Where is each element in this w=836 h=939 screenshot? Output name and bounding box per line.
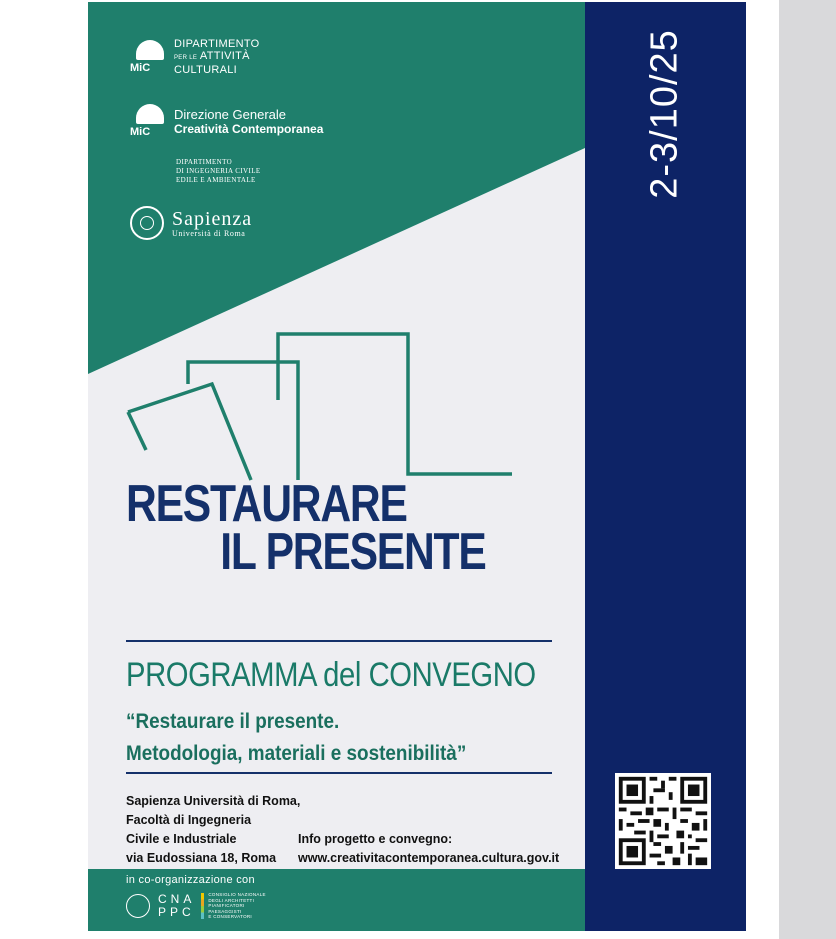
convegno-subtitle [126, 706, 466, 770]
mic-logo-icon: MiC [130, 104, 170, 138]
top-rule [126, 640, 552, 642]
event-date: 2-3/10/25 [643, 29, 686, 199]
main-title [126, 475, 486, 581]
logo-ingegneria: DIPARTIMENTO DI INGEGNERIA CIVILE EDILE E AMBIENTALE [176, 158, 261, 184]
info-url[interactable]: www.creativitacontemporanea.cultura.gov.it [298, 851, 560, 865]
dip-line2: ATTIVITÀ [199, 50, 250, 62]
cna-ppc-logo: CNA PPC CONSIGLIO NAZIONALE DEGLI ARCHITETTI PIANIFICATORI PAESAGGISTI E CONSERVATORI [126, 892, 266, 920]
bottom-rule [126, 772, 552, 774]
info-label: Info progetto e convegno: [298, 832, 453, 846]
qr-code-icon[interactable] [615, 773, 711, 869]
title-line1: RESTAURARE [126, 475, 407, 533]
cna-seal-icon [126, 894, 150, 918]
dip-small: PER LE [174, 55, 198, 61]
subtitle-line1: “Restaurare il presente. [126, 710, 340, 733]
dip-line1: DIPARTIMENTO [174, 38, 260, 50]
side-panel [779, 0, 836, 939]
sapienza-name: Sapienza [172, 207, 253, 230]
dip-line3: CULTURALI [174, 64, 238, 76]
programma-heading: PROGRAMMA del CONVEGNO [126, 656, 536, 694]
mic-logo-icon: MiC [130, 40, 170, 74]
frames-graphic [88, 2, 585, 502]
cna-color-bar [201, 893, 204, 919]
title-line2: IL PRESENTE [220, 523, 486, 581]
sapienza-sub: Università di Roma [172, 228, 246, 238]
subtitle-line2: Metodologia, materiali e sostenibilità” [126, 742, 467, 765]
coorg-label: in co-organizzazione con [126, 874, 255, 886]
venue-address: Sapienza Università di Roma, Facoltà di Ingegneria Civile e Industriale via Eudossiana 18, Roma [126, 794, 301, 865]
direzione-line2: Creatività Contemporanea [174, 121, 324, 136]
direzione-line1: Direzione Generale [174, 106, 287, 122]
info-block [298, 830, 559, 868]
poster [88, 2, 746, 931]
